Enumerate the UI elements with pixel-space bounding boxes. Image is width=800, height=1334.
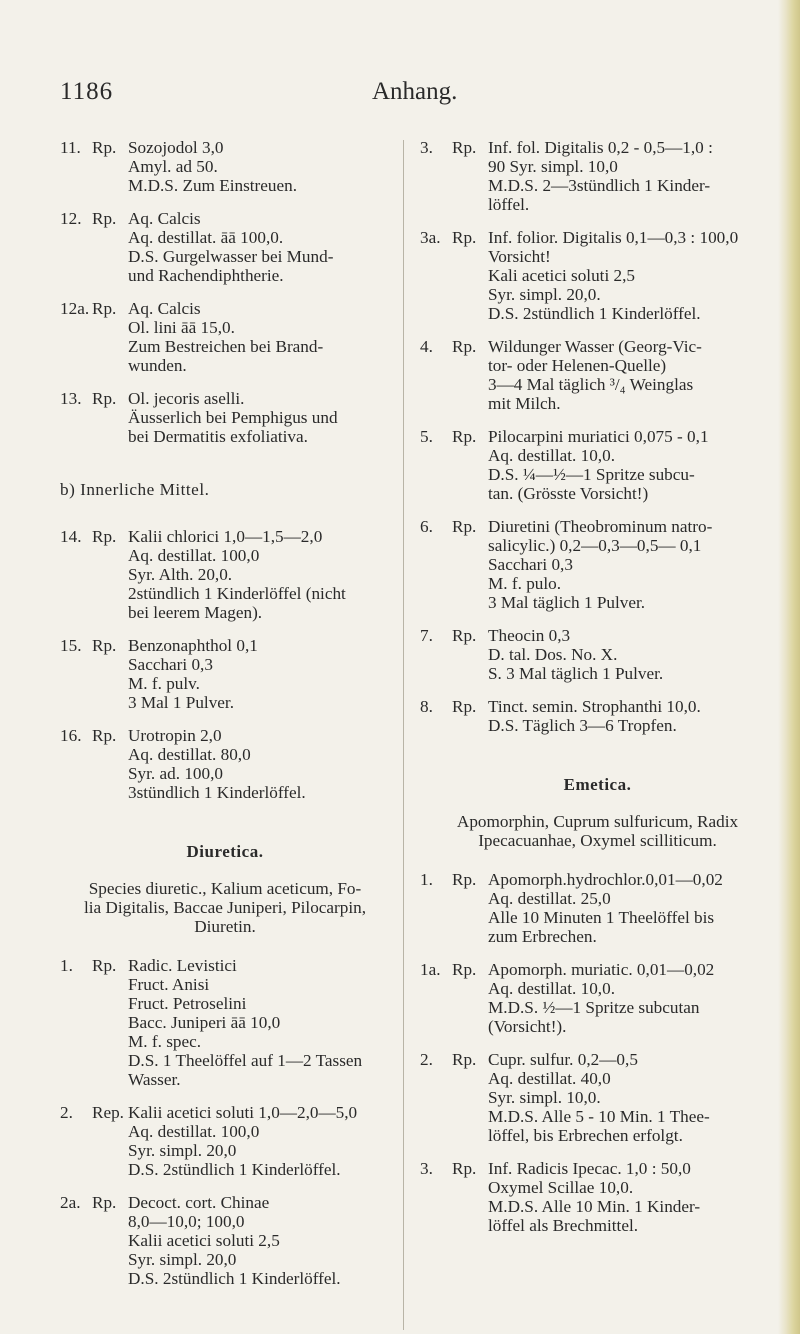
prescription-line: Vorsicht! <box>488 247 551 266</box>
entry-number: 2. <box>420 1050 433 1069</box>
prescription-line: Sacchari 0,3 <box>128 655 213 674</box>
prescription-line: Aq. destillat. 80,0 <box>128 745 251 764</box>
prescription-entry <box>420 517 775 612</box>
recipe-mark: Rp. <box>92 1193 117 1212</box>
intro-line: Diuretin. <box>194 917 256 936</box>
prescription-line: M. f. pulv. <box>128 674 200 693</box>
section-intro <box>420 812 775 850</box>
prescription-line: Aq. destillat. 100,0 <box>128 546 260 565</box>
recipe-mark: Rp. <box>452 427 477 446</box>
entry-number: 2. <box>60 1103 73 1122</box>
entry-number: 16. <box>60 726 82 745</box>
recipe-mark: Rp. <box>452 517 477 536</box>
prescription-line: S. 3 Mal täglich 1 Pulver. <box>488 664 664 683</box>
prescription-line: M.D.S. Zum Einstreuen. <box>128 176 297 195</box>
prescription-line: Oxymel Scillae 10,0. <box>488 1178 634 1197</box>
prescription-entry <box>60 1103 390 1179</box>
recipe-mark: Rp. <box>452 337 477 356</box>
prescription-group <box>60 527 390 802</box>
prescription-line: 3 Mal täglich 1 Pulver. <box>488 593 646 612</box>
prescription-line: tor- oder Helenen-Quelle) <box>488 356 667 375</box>
intro-line: lia Digitalis, Baccae Juniperi, Pilocarpin, <box>83 898 367 917</box>
prescription-entry <box>60 138 390 195</box>
prescription-line: (Vorsicht!). <box>488 1017 567 1036</box>
prescription-line: Benzonaphthol 0,1 <box>128 636 258 655</box>
prescription-line: Syr. simpl. 20,0 <box>128 1141 237 1160</box>
prescription-line: M.D.S. Alle 10 Min. 1 Kinder- <box>488 1197 701 1216</box>
prescription-entry <box>420 138 775 214</box>
prescription-line: Inf. folior. Digitalis 0,1—0,3 : 100,0 <box>488 228 739 247</box>
prescription-line: D.S. 2stündlich 1 Kinderlöffel. <box>488 304 701 323</box>
prescription-entry <box>60 956 390 1089</box>
prescription-line: Aq. destillat. 40,0 <box>488 1069 611 1088</box>
recipe-mark: Rp. <box>92 209 117 228</box>
prescription-line: Bacc. Juniperi āā 10,0 <box>128 1013 281 1032</box>
prescription-entry <box>420 1050 775 1145</box>
prescription-group <box>60 956 390 1288</box>
prescription-line: D.S. ¼—½—1 Spritze subcu- <box>488 465 695 484</box>
entry-number: 3. <box>420 1159 433 1178</box>
recipe-mark: Rp. <box>452 960 477 979</box>
entry-number: 3a. <box>420 228 441 247</box>
prescription-line: Inf. Radicis Ipecac. 1,0 : 50,0 <box>488 1159 691 1178</box>
prescription-line: Apomorph. muriatic. 0,01—0,02 <box>488 960 715 979</box>
prescription-line: 90 Syr. simpl. 10,0 <box>488 157 618 176</box>
prescription-line: Alle 10 Minuten 1 Theelöffel bis <box>488 908 715 927</box>
recipe-mark: Rp. <box>452 626 477 645</box>
prescription-line: Aq. destillat. 10,0. <box>488 446 615 465</box>
recipe-mark: Rp. <box>452 138 477 157</box>
prescription-line: Tinct. semin. Strophanthi 10,0. <box>488 697 701 716</box>
recipe-mark: Rp. <box>452 697 477 716</box>
prescription-line: wunden. <box>128 356 187 375</box>
page-number: 1186 <box>60 78 114 105</box>
prescription-line: M. f. pulo. <box>488 574 562 593</box>
right-column <box>420 138 775 1249</box>
recipe-mark: Rp. <box>92 956 117 975</box>
recipe-mark: Rp. <box>92 527 117 546</box>
page-edge-shadow <box>778 0 800 1334</box>
prescription-line: löffel, bis Erbrechen erfolgt. <box>488 1126 683 1145</box>
entry-number: 5. <box>420 427 433 446</box>
prescription-line: Syr. simpl. 10,0. <box>488 1088 601 1107</box>
prescription-line: Ol. jecoris aselli. <box>128 389 245 408</box>
prescription-entry <box>420 697 775 735</box>
prescription-line: Aq. Calcis <box>128 209 201 228</box>
prescription-entry <box>420 427 775 503</box>
prescription-line: Syr. simpl. 20,0. <box>488 285 601 304</box>
prescription-entry <box>420 1159 775 1235</box>
prescription-line: D.S. 1 Theelöffel auf 1—2 Tassen <box>128 1051 363 1070</box>
prescription-group <box>60 138 390 446</box>
entry-number: 1a. <box>420 960 441 979</box>
prescription-line: Syr. simpl. 20,0 <box>128 1250 237 1269</box>
prescription-line: Fruct. Petroselini <box>128 994 247 1013</box>
section-intro <box>60 879 390 936</box>
prescription-line: und Rachendiphtherie. <box>128 266 284 285</box>
prescription-line: Inf. fol. Digitalis 0,2 - 0,5—1,0 : <box>488 138 713 157</box>
prescription-line: löffel. <box>488 195 530 214</box>
prescription-line: D.S. Täglich 3—6 Tropfen. <box>488 716 677 735</box>
prescription-line: Syr. ad. 100,0 <box>128 764 224 783</box>
prescription-entry <box>60 527 390 622</box>
prescription-line: mit Milch. <box>488 394 561 413</box>
prescription-line: Aq. destillat. 100,0 <box>128 1122 260 1141</box>
prescription-line: Sozojodol 3,0 <box>128 138 224 157</box>
section-title: Emetica. <box>563 775 632 794</box>
prescription-entry <box>420 626 775 683</box>
prescription-line: D.S. 2stündlich 1 Kinderlöffel. <box>128 1269 341 1288</box>
entry-number: 3. <box>420 138 433 157</box>
prescription-entry <box>420 228 775 323</box>
entry-number: 6. <box>420 517 433 536</box>
prescription-line: Äusserlich bei Pemphigus und <box>128 408 338 427</box>
prescription-entry <box>60 209 390 285</box>
prescription-entry <box>60 299 390 375</box>
prescription-line: Aq. Calcis <box>128 299 201 318</box>
prescription-line: löffel als Brechmittel. <box>488 1216 639 1235</box>
entry-number: 1. <box>420 870 433 889</box>
prescription-line: Kalii acetici soluti 1,0—2,0—5,0 <box>128 1103 358 1122</box>
recipe-mark: Rp. <box>452 1050 477 1069</box>
recipe-mark: Rp. <box>92 636 117 655</box>
entry-number: 12a. <box>60 299 90 318</box>
recipe-mark: Rp. <box>452 1159 477 1178</box>
entry-number: 12. <box>60 209 82 228</box>
column-divider <box>403 140 404 1330</box>
prescription-line: bei Dermatitis exfoliativa. <box>128 427 308 446</box>
prescription-line: Decoct. cort. Chinae <box>128 1193 270 1212</box>
prescription-line: 8,0—10,0; 100,0 <box>128 1212 245 1231</box>
prescription-line: Fruct. Anisi <box>128 975 210 994</box>
entry-number: 7. <box>420 626 433 645</box>
recipe-mark: Rp. <box>92 138 117 157</box>
recipe-mark: Rp. <box>92 726 117 745</box>
prescription-entry <box>420 870 775 946</box>
recipe-mark: Rep. <box>92 1103 124 1122</box>
subsection-heading: b) Innerliche Mittel. <box>60 480 210 499</box>
prescription-line: Kalii chlorici 1,0—1,5—2,0 <box>128 527 323 546</box>
section-title: Diuretica. <box>186 842 264 861</box>
prescription-line: Wasser. <box>128 1070 181 1089</box>
prescription-entry <box>60 389 390 446</box>
prescription-line: M.D.S. ½—1 Spritze subcutan <box>488 998 700 1017</box>
page-header <box>0 78 780 118</box>
entry-number: 8. <box>420 697 433 716</box>
prescription-entry <box>60 636 390 712</box>
prescription-line: Diuretini (Theobrominum natro- <box>488 517 713 536</box>
prescription-line: Aq. destillat. 10,0. <box>488 979 615 998</box>
prescription-line: Zum Bestreichen bei Brand- <box>128 337 324 356</box>
prescription-line: tan. (Grösste Vorsicht!) <box>488 484 649 503</box>
prescription-line: 2stündlich 1 Kinderlöffel (nicht <box>128 584 346 603</box>
entry-number: 14. <box>60 527 82 546</box>
prescription-line: Aq. destillat. 25,0 <box>488 889 611 908</box>
entry-number: 11. <box>60 138 81 157</box>
prescription-line: 3—4 Mal täglich ³/₄ Weinglas <box>488 375 694 394</box>
intro-line: Species diuretic., Kalium aceticum, Fo- <box>88 879 362 898</box>
prescription-line: Pilocarpini muriatici 0,075 - 0,1 <box>488 427 709 446</box>
prescription-line: M.D.S. 2—3stündlich 1 Kinder- <box>488 176 711 195</box>
prescription-line: Apomorph.hydrochlor.0,01—0,02 <box>488 870 723 889</box>
prescription-line: Cupr. sulfur. 0,2—0,5 <box>488 1050 638 1069</box>
prescription-line: Wildunger Wasser (Georg-Vic- <box>488 337 702 356</box>
prescription-line: Syr. Alth. 20,0. <box>128 565 233 584</box>
recipe-mark: Rp. <box>452 870 477 889</box>
prescription-line: M. f. spec. <box>128 1032 202 1051</box>
recipe-mark: Rp. <box>92 389 117 408</box>
prescription-line: Kalii acetici soluti 2,5 <box>128 1231 280 1250</box>
intro-line: Apomorphin, Cuprum sulfuricum, Radix <box>456 812 739 831</box>
prescription-entry <box>60 726 390 802</box>
prescription-line: zum Erbrechen. <box>488 927 597 946</box>
recipe-mark: Rp. <box>92 299 117 318</box>
prescription-line: Sacchari 0,3 <box>488 555 573 574</box>
prescription-group <box>420 870 775 1235</box>
prescription-entry <box>60 1193 390 1288</box>
prescription-line: D. tal. Dos. No. X. <box>488 645 618 664</box>
entry-number: 15. <box>60 636 82 655</box>
prescription-line: 3 Mal 1 Pulver. <box>128 693 234 712</box>
left-column <box>60 138 390 1302</box>
prescription-group <box>420 138 775 735</box>
prescription-line: Theocin 0,3 <box>488 626 571 645</box>
prescription-line: M.D.S. Alle 5 - 10 Min. 1 Thee- <box>488 1107 710 1126</box>
prescription-line: bei leerem Magen). <box>128 603 263 622</box>
prescription-line: Kali acetici soluti 2,5 <box>488 266 636 285</box>
entry-number: 2a. <box>60 1193 81 1212</box>
entry-number: 4. <box>420 337 433 356</box>
running-head: Anhang. <box>372 78 458 105</box>
prescription-entry <box>420 337 775 413</box>
recipe-mark: Rp. <box>452 228 477 247</box>
prescription-line: salicylic.) 0,2—0,3—0,5— 0,1 <box>488 536 702 555</box>
prescription-line: Urotropin 2,0 <box>128 726 222 745</box>
entry-number: 1. <box>60 956 73 975</box>
prescription-line: Amyl. ad 50. <box>128 157 218 176</box>
prescription-line: D.S. Gurgelwasser bei Mund- <box>128 247 334 266</box>
entry-number: 13. <box>60 389 82 408</box>
intro-line: Ipecacuanhae, Oxymel scilliticum. <box>478 831 717 850</box>
prescription-line: 3stündlich 1 Kinderlöffel. <box>128 783 306 802</box>
prescription-line: Aq. destillat. āā 100,0. <box>128 228 284 247</box>
prescription-line: D.S. 2stündlich 1 Kinderlöffel. <box>128 1160 341 1179</box>
prescription-line: Radic. Levistici <box>128 956 237 975</box>
prescription-line: Ol. lini āā 15,0. <box>128 318 235 337</box>
prescription-entry <box>420 960 775 1036</box>
